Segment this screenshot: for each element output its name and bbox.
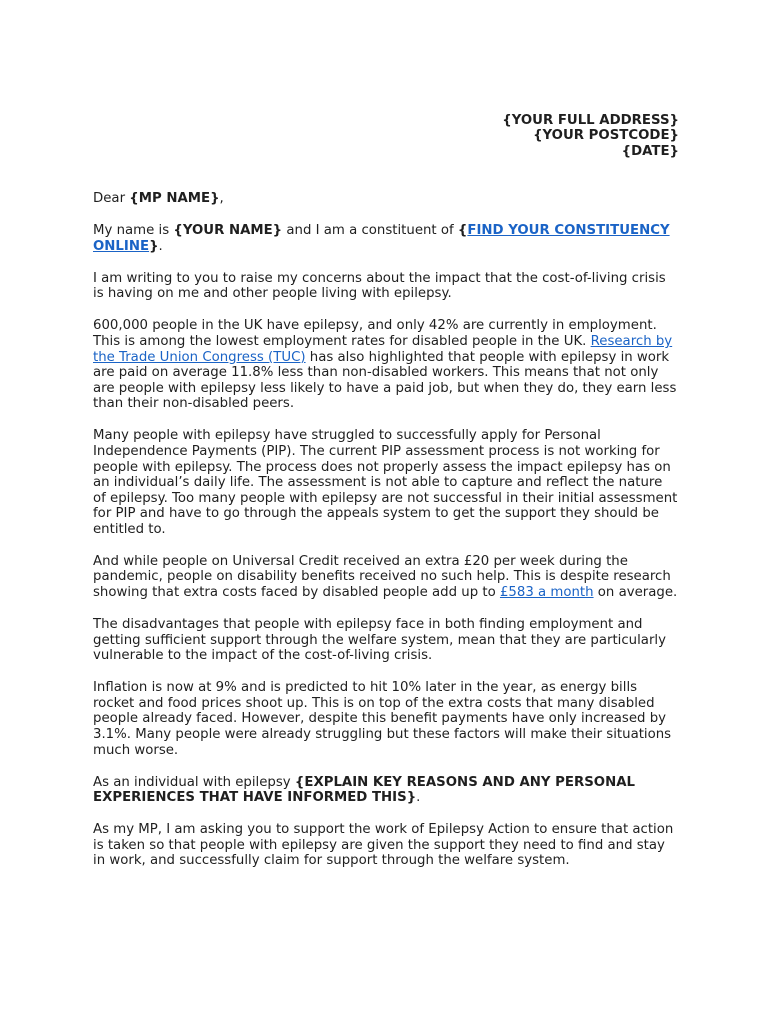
paragraph-pip: Many people with epilepsy have struggled to successfully apply for Personal Independence Payments (PIP). The current PIP assessment process is not working for people with epilepsy. The process does not properly assess the impact epilepsy has on an individual’s daily life. The assessment is not able to capture and reflect the nature of epilepsy. Too many people with epilepsy are not successful in their initial assessment for PIP and have to go through the appeals system to get the support they should be entitled to. [93, 428, 678, 537]
intro-suffix: . [158, 238, 163, 254]
paragraph-concerns: I am writing to you to raise my concerns about the impact that the cost-of-living crisis is having on me and other people living with epilepsy. [93, 270, 666, 302]
paragraph-personal [93, 775, 679, 806]
paragraph-request: As my MP, I am asking you to support the work of Epilepsy Action to ensure that action is taken so that people with epilepsy are given the support they need to find and stay in work, and successfully claim for support through the welfare system. [93, 822, 674, 869]
intro-paragraph [93, 223, 679, 254]
mp-name-placeholder: {MP NAME} [129, 191, 220, 207]
postcode-line: {YOUR POSTCODE} [533, 128, 679, 144]
your-name-placeholder: {YOUR NAME} [173, 223, 283, 239]
salutation [93, 191, 679, 207]
personal-experience-placeholder: {EXPLAIN KEY REASONS AND ANY PERSONAL EXPERIENCES THAT HAVE INFORMED THIS} [93, 774, 635, 806]
paragraph-employment [93, 318, 679, 412]
brace-open: { [457, 223, 468, 239]
credit-text-before: And while people on Universal Credit received an extra £20 per week during the pandemic, people on disability benefits received no such help. This is despite research showing that extra costs faced by disabled people add up to [93, 553, 671, 601]
address-line: {YOUR FULL ADDRESS} [502, 113, 679, 128]
paragraph-inflation: Inflation is now at 9% and is predicted to hit 10% later in the year, as energy bills rocket and food prices shoot up. This is on top of the extra costs that many disabled people already faced. However, despite this benefit payments have only increased by 3.1%. Many people were already struggling but these factors will make their situations much worse. [93, 680, 672, 758]
salutation-prefix: Dear [93, 191, 130, 207]
letter-page [93, 113, 679, 885]
employment-text-after: has also highlighted that people with epilepsy in work are paid on average 11.8% less than non-disabled workers. This means that not only are people with epilepsy less likely to have a paid job, but when they do, they earn less than their non-disabled peers. [93, 349, 677, 412]
sender-address-block [93, 113, 679, 159]
tuc-research-link[interactable]: Research by the Trade Union Congress (TUC) [93, 333, 673, 365]
brace-close: } [149, 238, 159, 254]
paragraph-disadvantages: The disadvantages that people with epilepsy face in both finding employment and getting sufficient support through the welfare system, mean that they are particularly vulnerable to the impact of the cost-of-living crisis. [93, 617, 666, 664]
extra-costs-link[interactable]: £583 a month [499, 585, 594, 601]
personal-suffix: . [416, 790, 421, 806]
intro-middle: and I am a constituent of [282, 223, 458, 239]
intro-prefix: My name is [93, 223, 174, 239]
find-constituency-link[interactable]: FIND YOUR CONSTITUENCY ONLINE [93, 223, 670, 254]
date-line: {DATE} [621, 143, 679, 159]
credit-text-after: on average. [593, 585, 678, 601]
employment-text-before: 600,000 people in the UK have epilepsy, and only 42% are currently in employment. This is among the lowest employment rates for disabled people in the UK. [93, 318, 657, 349]
paragraph-universal-credit [93, 554, 679, 601]
salutation-suffix: , [219, 191, 224, 207]
personal-prefix: As an individual with epilepsy [93, 774, 295, 790]
